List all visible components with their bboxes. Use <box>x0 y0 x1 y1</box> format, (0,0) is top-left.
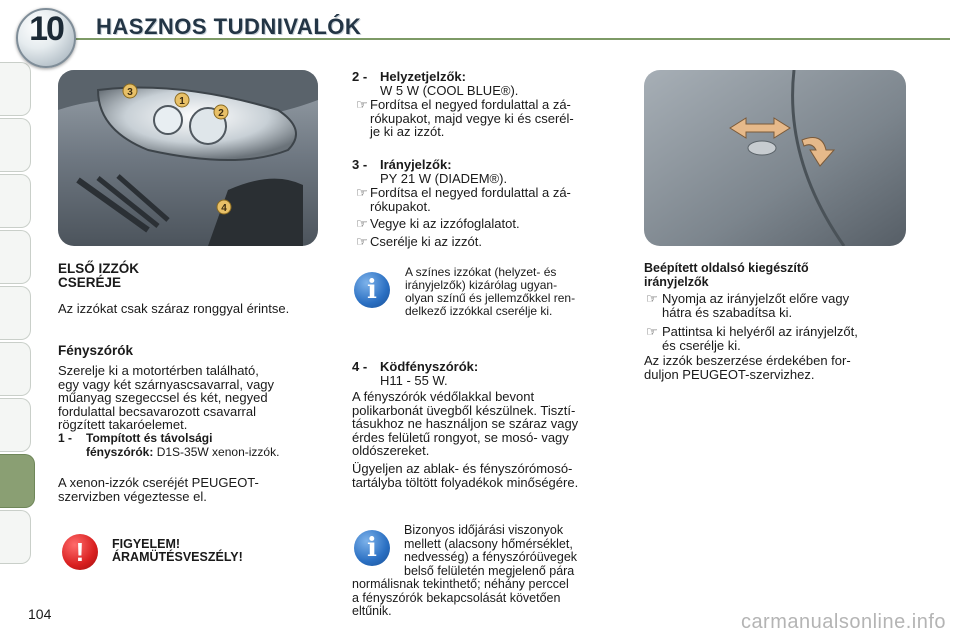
page-number: 104 <box>28 606 52 622</box>
subheading-headlamps: Fényszórók <box>58 343 134 358</box>
dealer-paragraph: Az izzók beszerzése érdekében for- duljon PEUGEOT-szervizhez. <box>644 353 851 382</box>
section-heading: ELSŐ IZZÓK CSERÉJE <box>58 261 139 290</box>
intro-text: Az izzókat csak száraz ronggyal érintse. <box>58 301 290 316</box>
side-indicator-photo <box>644 70 906 246</box>
callout-1: 1 <box>179 96 185 107</box>
item-3-bullets: ☞ Fordítsa el negyed fordulattal a zá- rókupakot. ☞ Vegye ki az izzófoglalatot. ☞ Cserélje ki az izzót. <box>356 185 571 249</box>
watermark: carmanualsonline.info <box>740 611 946 633</box>
chapter-tab[interactable] <box>0 398 31 452</box>
chapter-tab[interactable] <box>0 342 31 396</box>
side-indicator-heading: Beépített oldalsó kiegészítő irányjelzők <box>644 261 809 289</box>
info-icon: i <box>354 272 390 308</box>
page-title: HASZNOS TUDNIVALÓK <box>96 14 362 39</box>
callout-4: 4 <box>221 203 227 214</box>
item-2-bullet: ☞ Fordítsa el negyed fordulattal a zá- rókupakot, majd vegye ki és cserél- je ki az izzót. <box>356 97 574 139</box>
chapter-tab[interactable] <box>0 510 31 564</box>
washer-fluid-paragraph: Ügyeljen az ablak- és fényszórómosó- tartályba töltött folyadékok minőségére. <box>352 461 579 490</box>
chapter-tab-active[interactable] <box>0 454 35 508</box>
chapter-tab[interactable] <box>0 174 31 228</box>
info-icon: i <box>354 530 390 566</box>
callout-3: 3 <box>127 87 133 98</box>
side-indicator-bullets: ☞ Nyomja az irányjelzőt előre vagy hátra és szabadítsa ki. ☞ Pattintsa ki helyéről az irányjelzőt, és cserélje ki. <box>646 291 858 353</box>
chapter-tab[interactable] <box>0 230 31 284</box>
item-2: 2 - Helyzetjelzők: W 5 W (COOL BLUE®). <box>352 69 519 98</box>
info-colored-bulbs: A színes izzókat (helyzet- és irányjelzők) kizárólag ugyan- olyan színű és jellemzőkkel ren- delkező izzókkal cserélje ki. <box>405 265 576 318</box>
info-condensation: Bizonyos időjárási viszonyok mellett (alacsony hőmérséklet, nedvesség) a fényszóróüvegek belső felületén megjelenő pára normálisnak tekinthető; néhány perccel a fényszórók bekapcsolását követően eltűnik. <box>352 523 578 618</box>
callout-2: 2 <box>218 108 224 119</box>
chapter-number: 10 <box>29 10 63 48</box>
headlamp-paragraph: Szerelje ki a motortérben található, egy vagy két szárnyascsavarral, vagy műanyag szegeccsel és két, negyed fordulattal becsavarozott csavarral rögzített takaróelemet. <box>58 363 275 432</box>
chapter-tabs <box>0 62 34 572</box>
headlamp-photo <box>58 70 318 246</box>
chapter-tab[interactable] <box>0 118 31 172</box>
polycarbonate-paragraph: A fényszórók védőlakkal bevont polikarbonát üvegből készülnek. Tisztí- tásukhoz ne használjon se száraz vagy érdes felületű rongyot, se mosó- vagy oldószereket. <box>352 389 579 458</box>
item-1: 1 - Tompított és távolsági fényszórók: D1S-35W xenon-izzók. <box>58 431 280 459</box>
exclamation-icon: ! <box>62 534 98 570</box>
warning-text: FIGYELEM! ÁRAMÜTÉSVESZÉLY! <box>112 537 243 564</box>
xenon-paragraph: A xenon-izzók cseréjét PEUGEOT- szervizben végeztesse el. <box>58 475 259 504</box>
item-4: 4 - Ködfényszórók: H11 - 55 W. <box>352 359 479 388</box>
chapter-tab[interactable] <box>0 62 31 116</box>
item-3: 3 - Irányjelzők: PY 21 W (DIADEM®). <box>352 157 508 186</box>
chapter-tab[interactable] <box>0 286 31 340</box>
